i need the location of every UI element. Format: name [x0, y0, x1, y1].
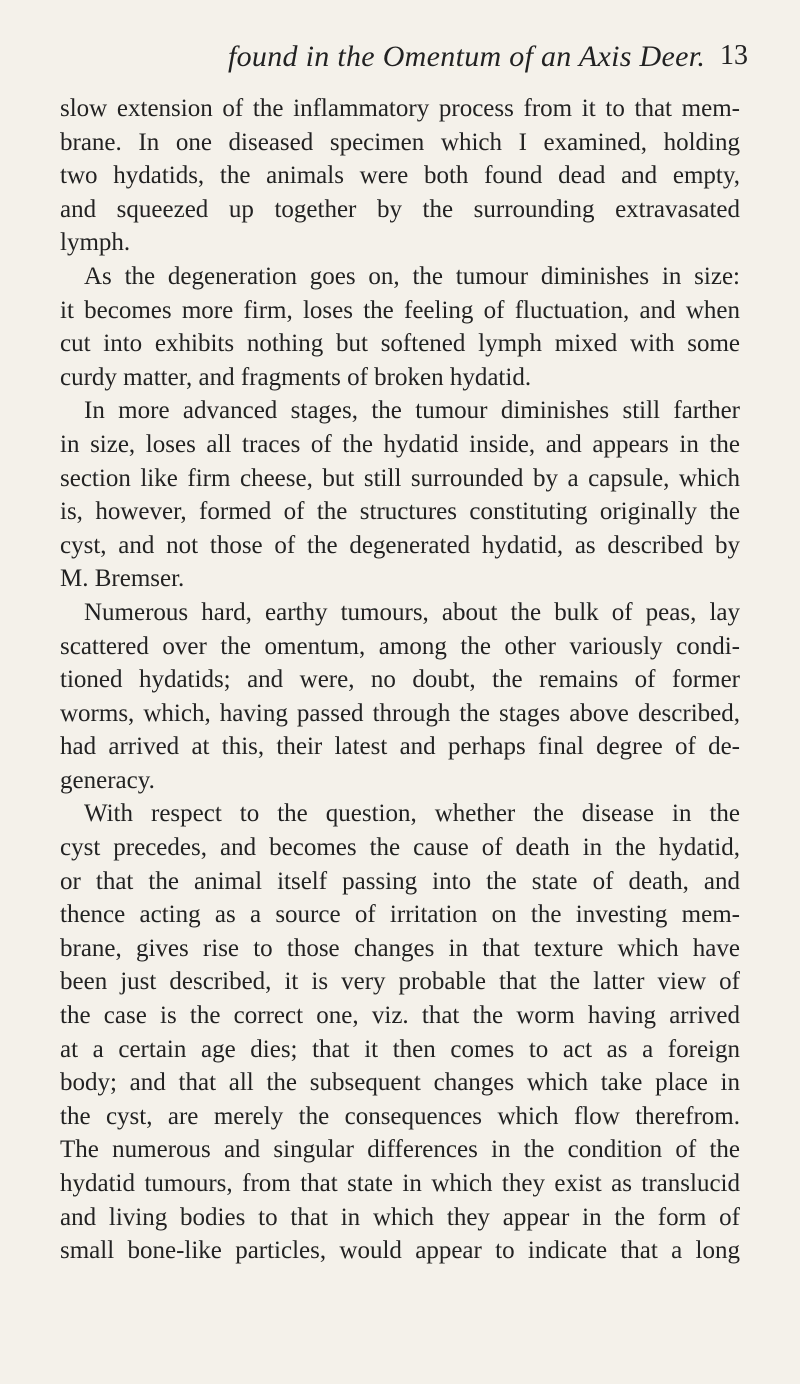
text-line: been just described, it is very probable that the latter view of [60, 968, 740, 996]
text-line: curdy matter, and fragments of broken hydatid. [60, 363, 532, 391]
text-line: Numerous hard, earthy tumours, about the bulk of peas, lay [84, 598, 740, 626]
text-line: the case is the correct one, viz. that the worm having arrived [60, 1002, 740, 1030]
text-line: small bone-like particles, would appear to indicate that a long [60, 1237, 740, 1265]
body-text [60, 92, 740, 1268]
text-line: The numerous and singular differences in the condition of the [60, 1136, 740, 1164]
text-line: In more advanced stages, the tumour diminishes still farther [84, 397, 740, 425]
text-line: in size, loses all traces of the hydatid inside, and appears in the [60, 430, 740, 458]
text-line: slow extension of the inflammatory process from it to that mem- [60, 95, 740, 122]
text-line: is, however, formed of the structures constituting originally the [60, 498, 740, 526]
text-line: section like firm cheese, but still surrounded by a capsule, which [60, 464, 740, 492]
text-line: With respect to the question, whether the disease in the [84, 800, 740, 828]
text-line: cyst, and not those of the degenerated hydatid, as described by [60, 531, 740, 559]
text-line: generacy. [60, 766, 155, 794]
page-number: 13 [720, 40, 748, 71]
text-line: and living bodies to that in which they appear in the form of [60, 1203, 740, 1231]
text-line: body; and that all the subsequent changes which take place in [60, 1069, 740, 1097]
text-line: brane, gives rise to those changes in that texture which have [60, 934, 740, 962]
text-line: it becomes more firm, loses the feeling of fluctuation, and when [60, 296, 740, 324]
text-line: thence acting as a source of irritation on the investing mem- [60, 901, 740, 929]
text-line: or that the animal itself passing into the state of death, and [60, 867, 740, 895]
text-line: two hydatids, the animals were both found dead and empty, [60, 162, 740, 190]
text-line: and squeezed up together by the surrounding extravasated [60, 195, 740, 223]
text-line: at a certain age dies; that it then comes to act as a foreign [60, 1035, 740, 1063]
text-line: As the degeneration goes on, the tumour diminishes in size: [84, 262, 740, 290]
text-line: cyst precedes, and becomes the cause of death in the hydatid, [60, 834, 740, 862]
text-line: lymph. [60, 229, 131, 257]
text-line: M. Bremser. [60, 565, 185, 593]
text-line: the cyst, are merely the consequences which flow therefrom. [60, 1102, 740, 1130]
running-header [0, 40, 800, 80]
text-line: hydatid tumours, from that state in which they exist as translucid [60, 1170, 740, 1197]
text-line: brane. In one diseased specimen which I examined, holding [60, 128, 740, 156]
text-line: cut into exhibits nothing but softened lymph mixed with some [60, 330, 740, 358]
text-line: scattered over the omentum, among the other variously condi- [60, 632, 740, 660]
running-title: found in the Omentum of an Axis Deer. [228, 40, 706, 73]
text-line: had arrived at this, their latest and perhaps final degree of de- [60, 733, 740, 761]
text-line: worms, which, having passed through the stages above described, [60, 699, 740, 727]
text-line: tioned hydatids; and were, no doubt, the remains of former [60, 666, 740, 694]
